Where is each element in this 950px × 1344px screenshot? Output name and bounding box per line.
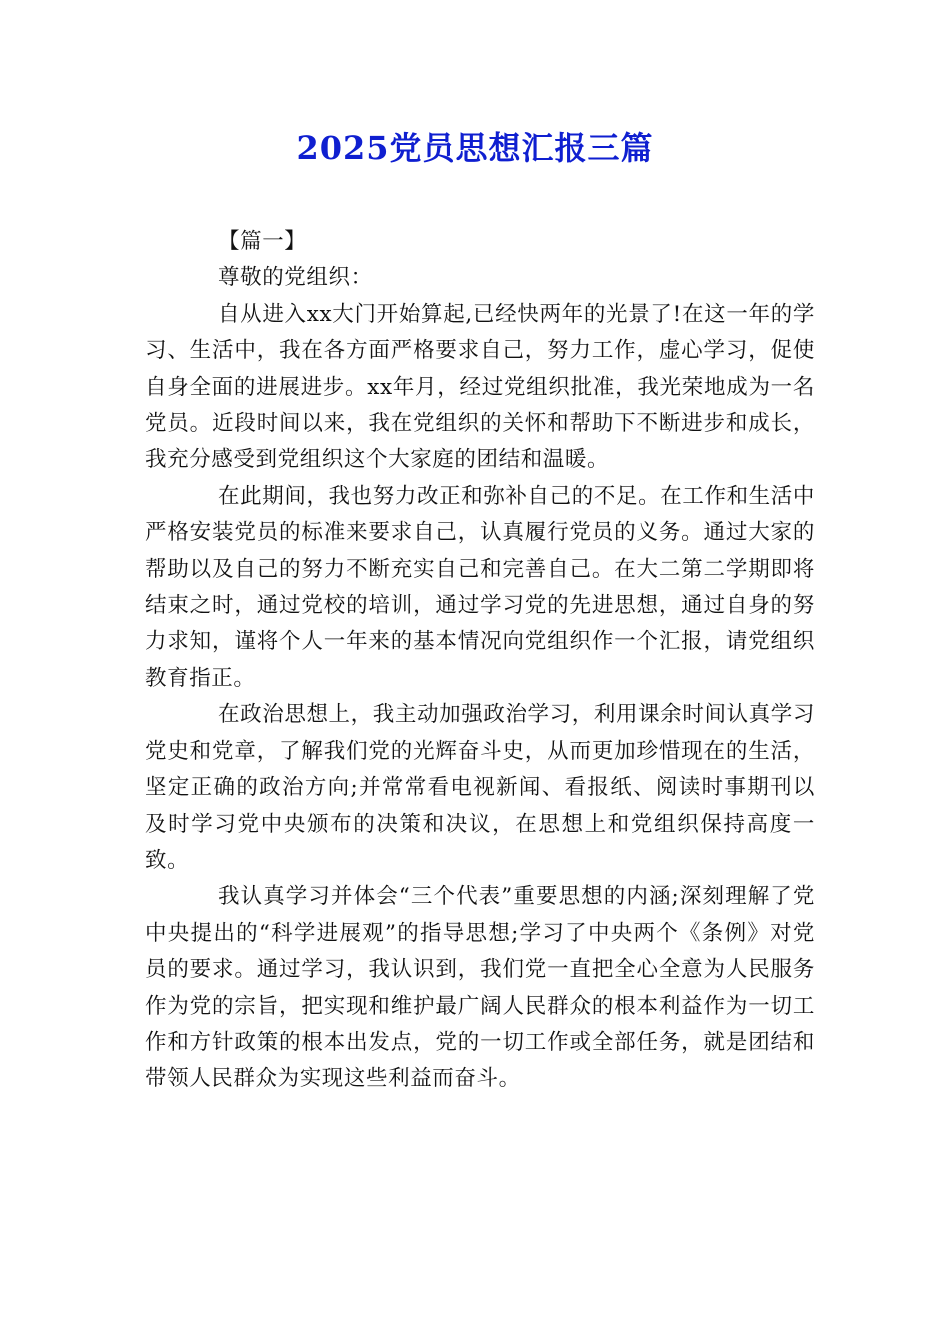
- paragraph: 在此期间，我也努力改正和弥补自己的不足。在工作和生活中严格安装党员的标准来要求自己，认真履行党员的义务。通过大家的帮助以及自己的努力不断充实自己和完善自己。在大二第二学期即将结束之时，通过党校的培训，通过学习党的先进思想，通过自身的努力求知，谨将个人一年来的基本情况向党组织作一个汇报，请党组织教育指正。: [145, 483, 815, 691]
- paragraph: 在政治思想上，我主动加强政治学习，利用课余时间认真学习党史和党章，了解我们党的光辉奋斗史，从而更加珍惜现在的生活，坚定正确的政治方向;并常常看电视新闻、看报纸、阅读时事期刊以及时学习党中央颁布的决策和决议，在思想上和党组织保持高度一致。: [145, 702, 815, 873]
- document-body: [145, 224, 815, 1098]
- salutation: 尊敬的党组织：: [218, 265, 373, 291]
- paragraph: 我认真学习并体会“三个代表”重要思想的内涵;深刻理解了党中央提出的“科学进展观”的指导思想;学习了中央两个《条例》对党员的要求。通过学习，我认识到，我们党一直把全心全意为人民服务作为党的宗旨，把实现和维护最广阔人民群众的根本利益作为一切工作和方针政策的根本出发点，党的一切工作或全部任务，就是团结和带领人民群众为实现这些利益而奋斗。: [145, 884, 815, 1092]
- section-label: 【篇一】: [218, 229, 307, 254]
- document-title: 2025党员思想汇报三篇: [296, 129, 654, 167]
- paragraph: 自从进入xx大门开始算起,已经快两年的光景了!在这一年的学习、生活中，我在各方面严格要求自己，努力工作，虚心学习，促使自身全面的进展进步。xx年月，经过党组织批准，我光荣地成为一名党员。近段时间以来，我在党组织的关怀和帮助下不断进步和成长，我充分感受到党组织这个大家庭的团结和温暖。: [145, 301, 815, 473]
